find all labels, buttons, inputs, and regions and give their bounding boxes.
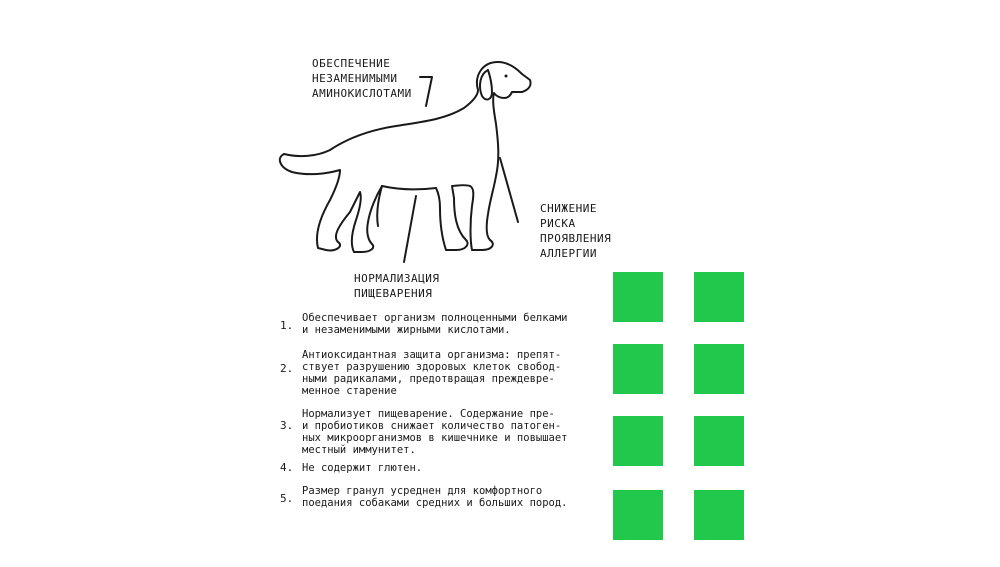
label-line: ОБЕСПЕЧЕНИЕ xyxy=(312,57,391,70)
benefit-number: 2. xyxy=(280,362,294,375)
benefit-line: ных микроорганизмов в кишечнике и повышает xyxy=(302,432,568,444)
benefit-number: 3. xyxy=(280,419,294,432)
green-square xyxy=(694,416,744,466)
label-line: РИСКА xyxy=(540,217,576,230)
benefit-line: и незаменимыми жирными кислотами. xyxy=(302,324,511,336)
label-line: АЛЛЕРГИИ xyxy=(540,247,597,260)
benefit-line: менное старение xyxy=(302,385,397,397)
dog-ear-outline xyxy=(480,70,492,99)
benefit-line: Нормализует пищеварение. Содержание пре- xyxy=(302,408,555,420)
dog-eye xyxy=(505,75,508,78)
benefit-text xyxy=(302,312,622,336)
green-square xyxy=(694,272,744,322)
benefit-line: Обеспечивает организм полноценными белками xyxy=(302,312,568,324)
benefit-line: поедания собаками средних и больших пород. xyxy=(302,497,568,509)
benefit-line: местный иммунитет. xyxy=(302,444,416,456)
green-square xyxy=(613,344,663,394)
green-square xyxy=(613,490,663,540)
label-digestion xyxy=(354,271,439,301)
green-square xyxy=(694,344,744,394)
label-line: ПРОЯВЛЕНИЯ xyxy=(540,232,612,245)
pointer-line-digest xyxy=(404,196,416,262)
benefit-line: Размер гранул усреднен для комфортного xyxy=(302,485,543,497)
label-line: ПИЩЕВАРЕНИЯ xyxy=(354,287,433,300)
label-amino-acids xyxy=(312,56,412,101)
benefit-text xyxy=(302,408,622,456)
benefit-line: и пробиотиков снижает количество патоген- xyxy=(302,420,562,432)
green-square xyxy=(613,416,663,466)
benefit-number: 1. xyxy=(280,319,294,332)
label-allergy-risk xyxy=(540,201,611,261)
label-line: СНИЖЕНИЕ xyxy=(540,202,597,215)
label-line: АМИНОКИСЛОТАМИ xyxy=(312,87,412,100)
label-line: НЕЗАМЕНИМЫМИ xyxy=(312,72,398,85)
benefit-text xyxy=(302,462,622,474)
benefit-line: ствует разрушению здоровых клеток свобод- xyxy=(302,361,562,373)
green-square xyxy=(613,272,663,322)
benefit-text xyxy=(302,485,622,509)
benefit-line: ными радикалами, предотвращая преждевре- xyxy=(302,373,555,385)
green-square xyxy=(694,490,744,540)
pointer-line-amino xyxy=(420,77,432,106)
benefit-number: 4. xyxy=(280,461,294,474)
benefit-text xyxy=(302,349,622,397)
pointer-line-allergy xyxy=(500,158,518,222)
benefit-line: Не содержит глютен. xyxy=(302,462,423,474)
label-line: НОРМАЛИЗАЦИЯ xyxy=(354,272,440,285)
benefit-number: 5. xyxy=(280,492,294,505)
benefit-line: Антиоксидантная защита организма: препят- xyxy=(302,349,562,361)
